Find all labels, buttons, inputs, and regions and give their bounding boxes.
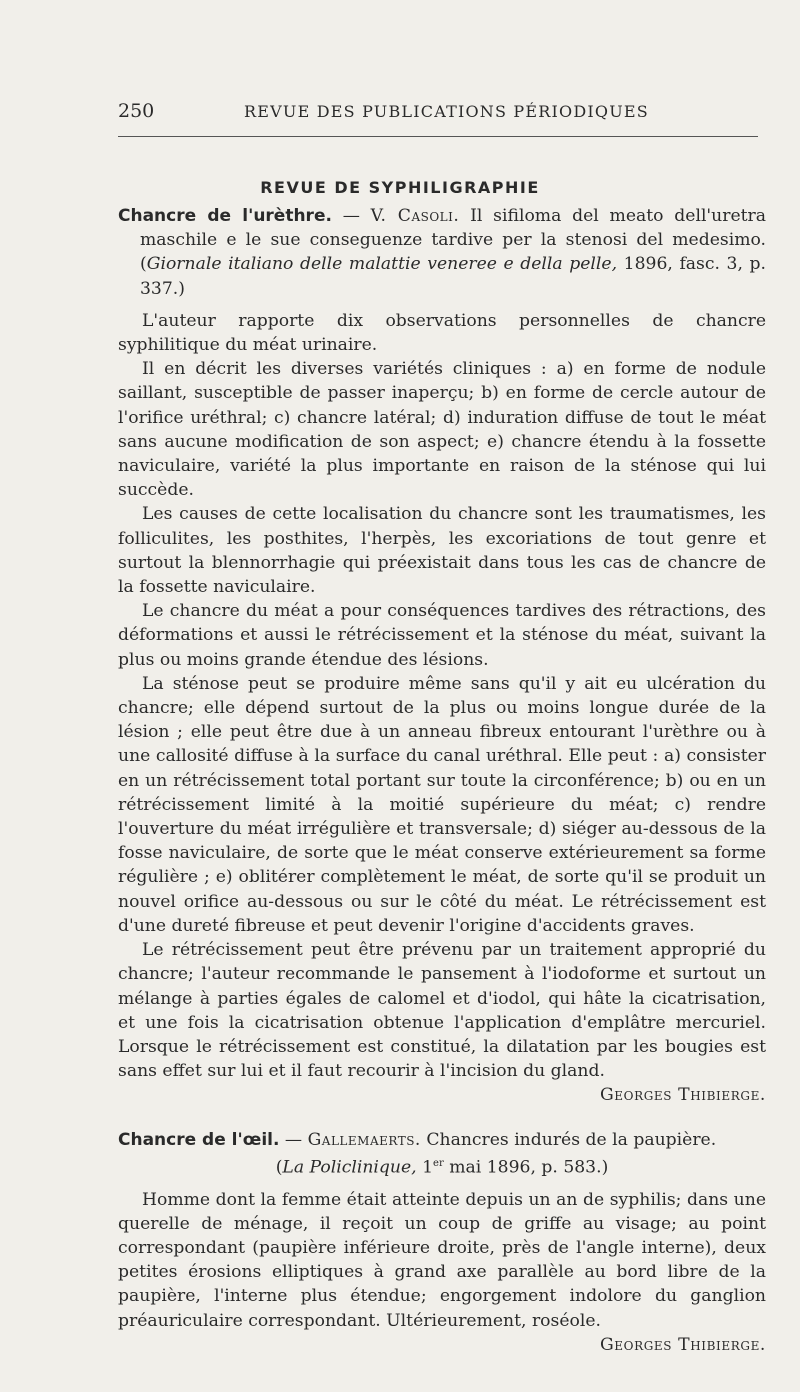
entry2-journal-open: ( (275, 1157, 283, 1178)
running-title: REVUE DES PUBLICATIONS PÉRIODIQUES (244, 102, 649, 121)
entry1-heading (118, 204, 766, 301)
entry2-paragraph (118, 1188, 766, 1355)
entry1-journal: Giornale italiano delle malattie veneree e della pelle, (146, 254, 618, 275)
running-header (118, 100, 758, 122)
entry2 (118, 1128, 766, 1355)
entry2-paragraph-text: Homme dont la femme était atteinte depuis un an de syphilis; dans une querelle de ménage, il reçoit un coup de griffe au visage; au point correspondant (paupière inférieure droite, près de l'angle interne), deux petites érosions elliptiques à grand axe parallèle au bord libre de la paupière, l'interne plus étendue; engorgement indolore du ganglion préauriculaire correspondant. Ultérieurement, roséole. (118, 1189, 766, 1331)
entry1-paragraph: Il en décrit les diverses variétés cliniques : a) en forme de nodule saillant, susceptible de passer inaperçu; b) en forme de cercle autour de l'orifice uréthral; c) chancre latéral; d) induration diffuse de tout le méat sans aucune modification de son aspect; e) chancre étendu à la fossette naviculaire, variété la plus importante en raison de la sténose qui lui succède. (118, 359, 766, 501)
entry2-author: Gallemaerts. (307, 1129, 421, 1150)
entry1-paragraph-text: Le rétrécissement peut être prévenu par un traitement approprié du chancre; l'auteur recommande le pansement à l'iodoforme et surtout un mélange à parties égales de calomel et d'iodol, qui hâte la cicatrisation, et une fois la cicatrisation obtenue l'application d'emplâtre mercuriel. Lorsque le rétrécissement est constitué, la dilatation par les bougies est sans effet sur lui et il faut recourir à l'incision du gland. (118, 940, 766, 1082)
entry1-paragraph: Les causes de cette localisation du chancre sont les traumatismes, les folliculites, les posthites, l'herpès, les excoriations de tout genre et surtout la blennorrhagie qui préexistait dans tous les cas de chancre de la fossette naviculaire. (118, 504, 766, 598)
section-title: REVUE DE SYPHILIGRAPHIE (260, 178, 540, 197)
entry1-author: V. Casoli. (370, 206, 460, 226)
entry2-date-post: mai 1896, p. 583.) (443, 1157, 609, 1178)
entry1-lead: Chancre de l'urèthre. (118, 206, 332, 226)
entry1-paragraph: L'auteur rapporte dix observations personnelles de chancre syphilitique du méat urinaire. (118, 310, 766, 356)
entry1-paragraph: Le chancre du méat a pour conséquences tardives des rétractions, des déformations et aussi le rétrécissement et la sténose du méat, suivant la plus ou moins grande étendue des lésions. (118, 601, 766, 670)
article-body (118, 204, 766, 1357)
entry2-citation (118, 1152, 766, 1180)
entry2-date-sup: er (433, 1157, 444, 1169)
entry2-dash: — (279, 1129, 308, 1150)
entry2-date-pre: 1 (416, 1157, 434, 1178)
entry1-last-paragraph (118, 938, 766, 1106)
entry2-lead: Chancre de l'œil. (118, 1129, 280, 1150)
entry1-dash: — (331, 206, 371, 226)
entry2-journal: La Policlinique, (282, 1157, 417, 1178)
entry1-paragraph: La sténose peut se produire même sans qu'il y ait eu ulcération du chancre; elle dépend surtout de la plus ou moins longue durée de la lésion ; elle peut être due à un anneau fibreux entourant l'urèthre ou à une callosité diffuse à la surface du canal uréthral. Elle peut : a) consister en un rétrécissement total portant sur toute la circonférence; b) ou en un rétrécissement limité à la moitié supérieure du méat; c) rendre l'ouverture du méat irrégulière et transversale; d) siéger au-dessous de la fosse naviculaire, de sorte que le méat conserve extérieurement sa forme régulière ; e) oblitérer complètement le méat, de sorte qu'il se produit un nouvel orifice au-dessous ou sur le côté du méat. Le rétrécissement est d'une dureté fibreuse et peut devenir l'origine d'accidents graves. (118, 673, 766, 936)
entry2-title-text: Chancres indurés de la paupière. (420, 1129, 717, 1150)
entry1-signature: Georges Thibierge. (599, 1085, 766, 1106)
header-rule (118, 136, 758, 137)
page-number: 250 (118, 100, 155, 122)
entry2-heading (118, 1128, 766, 1152)
entry2-signature: Georges Thibierge. (599, 1334, 766, 1355)
entry1-citation-end: 1896, fasc. 3, p. 337.) (140, 254, 766, 299)
entry1-title-text: Il sifiloma del meato dell'uretra maschile e le sue conseguenze tardive per la stenosi del medesimo. ( (140, 206, 766, 275)
